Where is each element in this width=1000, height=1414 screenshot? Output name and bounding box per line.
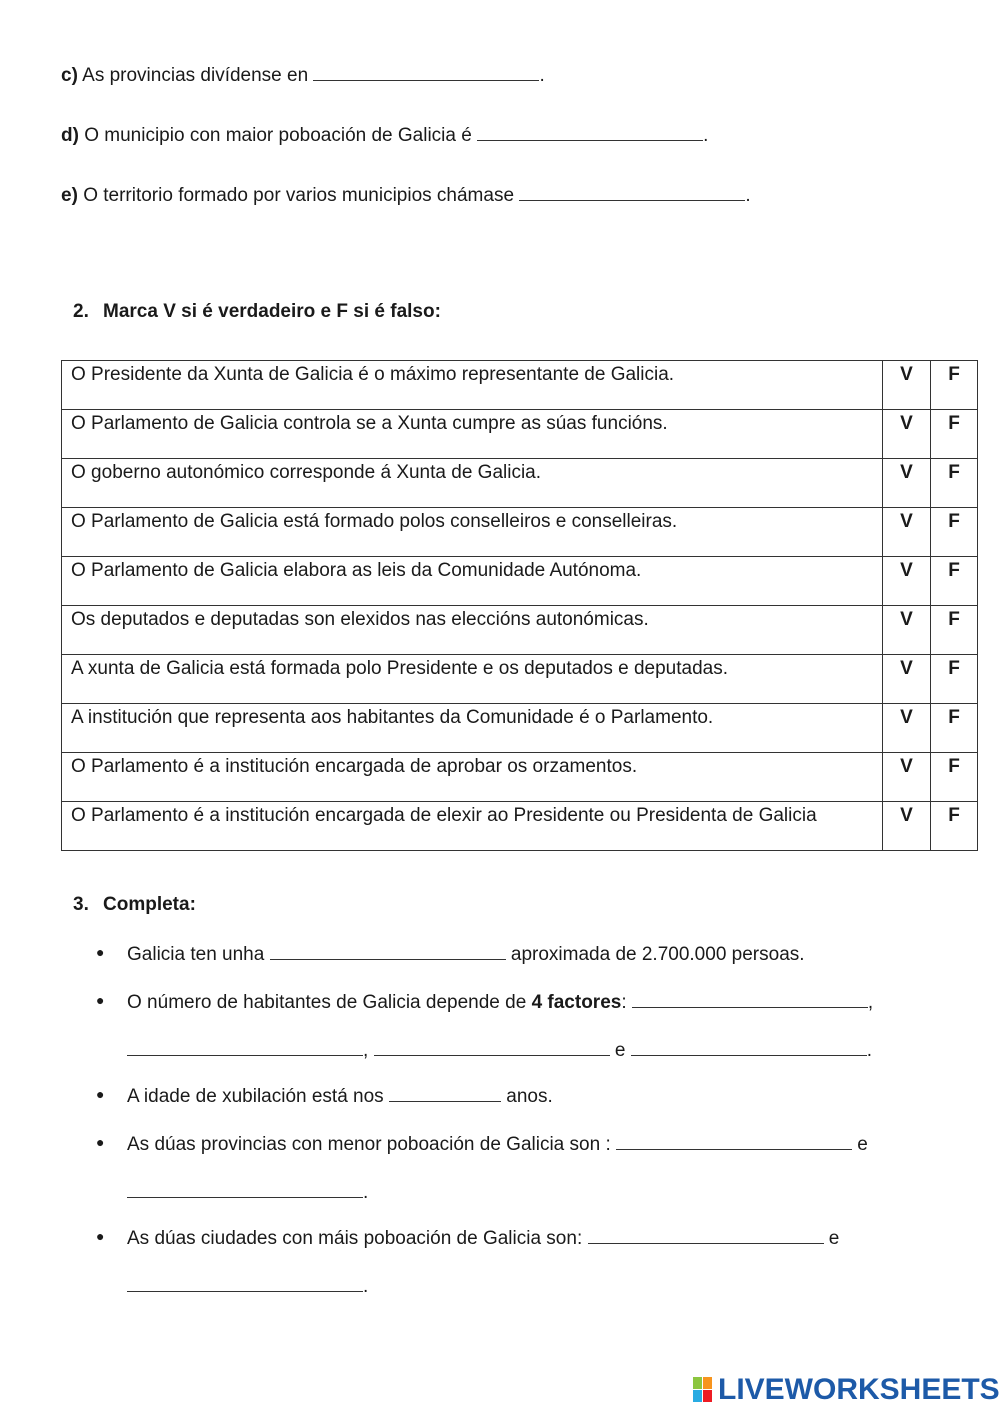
conjunction: e bbox=[828, 1228, 840, 1249]
item-text: As provincias divídense en bbox=[82, 65, 309, 86]
conjunction: e bbox=[857, 1134, 868, 1155]
period: . bbox=[363, 1276, 369, 1297]
item-text: As dúas ciudades con máis poboación de Galicia son: bbox=[127, 1228, 583, 1249]
statement-text: O goberno autonómico corresponde á Xunta de Galicia. bbox=[62, 459, 883, 508]
statement-text: O Parlamento é a institución encargada de aprobar os orzamentos. bbox=[62, 753, 883, 802]
period: . bbox=[866, 1040, 872, 1061]
item-text: aproximada de 2.700.000 persoas. bbox=[510, 944, 805, 965]
statement-text: O Parlamento de Galicia controla se a Xunta cumpre as súas funcións. bbox=[62, 410, 883, 459]
item-text: O número de habitantes de Galicia depende de bbox=[127, 992, 527, 1013]
answer-blank[interactable] bbox=[616, 1131, 852, 1150]
statement-text: A xunta de Galicia está formada polo Presidente e os deputados e deputadas. bbox=[62, 655, 883, 704]
completa-item-cities bbox=[127, 1225, 839, 1250]
bullet-icon: ● bbox=[96, 1134, 105, 1150]
table-row bbox=[62, 361, 978, 410]
true-option[interactable]: V bbox=[883, 655, 931, 704]
table-row bbox=[62, 459, 978, 508]
answer-blank[interactable] bbox=[389, 1083, 501, 1102]
table-row bbox=[62, 606, 978, 655]
table-row bbox=[62, 655, 978, 704]
answer-blank[interactable] bbox=[477, 122, 703, 141]
table-row bbox=[62, 753, 978, 802]
answer-blank[interactable] bbox=[632, 989, 868, 1008]
item-bold-text: 4 factores bbox=[531, 992, 622, 1013]
question-c bbox=[61, 62, 545, 87]
completa-item-factors-continued bbox=[127, 1037, 872, 1062]
table-row bbox=[62, 508, 978, 557]
true-option[interactable]: V bbox=[883, 361, 931, 410]
item-label: c) bbox=[61, 65, 78, 86]
bullet-icon: ● bbox=[96, 1086, 105, 1102]
item-label: e) bbox=[61, 185, 78, 206]
false-option[interactable]: F bbox=[931, 606, 978, 655]
conjunction: e bbox=[614, 1040, 626, 1061]
item-text: A idade de xubilación está nos bbox=[127, 1086, 384, 1107]
item-text: anos. bbox=[506, 1086, 553, 1107]
true-option[interactable]: V bbox=[883, 459, 931, 508]
question-d bbox=[61, 122, 708, 147]
bullet-icon: ● bbox=[96, 944, 105, 960]
answer-blank[interactable] bbox=[270, 941, 506, 960]
liveworksheets-logo-icon bbox=[693, 1377, 713, 1403]
period: . bbox=[703, 125, 709, 146]
section-2-heading bbox=[73, 301, 441, 323]
table-row bbox=[62, 557, 978, 606]
section-number: 2. bbox=[73, 301, 89, 322]
item-text: O territorio formado por varios municipios chámase bbox=[83, 185, 515, 206]
period: . bbox=[363, 1182, 369, 1203]
section-number: 3. bbox=[73, 894, 89, 915]
table-row bbox=[62, 704, 978, 753]
section-title: Completa: bbox=[103, 894, 196, 915]
statement-text: O Parlamento de Galicia elabora as leis da Comunidade Autónoma. bbox=[62, 557, 883, 606]
bullet-icon: ● bbox=[96, 992, 105, 1008]
answer-blank[interactable] bbox=[313, 62, 539, 81]
true-option[interactable]: V bbox=[883, 704, 931, 753]
statement-text: O Parlamento de Galicia está formado polos conselleiros e conselleiras. bbox=[62, 508, 883, 557]
answer-blank[interactable] bbox=[631, 1037, 867, 1056]
statement-text: A institución que representa aos habitantes da Comunidade é o Parlamento. bbox=[62, 704, 883, 753]
statement-text: O Parlamento é a institución encargada de elexir ao Presidente ou Presidenta de Galicia bbox=[62, 802, 883, 851]
false-option[interactable]: F bbox=[931, 655, 978, 704]
period: . bbox=[539, 65, 545, 86]
false-option[interactable]: F bbox=[931, 557, 978, 606]
answer-blank[interactable] bbox=[127, 1179, 363, 1198]
false-option[interactable]: F bbox=[931, 753, 978, 802]
false-option[interactable]: F bbox=[931, 410, 978, 459]
question-e bbox=[61, 182, 751, 207]
comma: , bbox=[867, 992, 874, 1013]
bullet-icon: ● bbox=[96, 1228, 105, 1244]
false-option[interactable]: F bbox=[931, 459, 978, 508]
completa-item-factors bbox=[127, 989, 873, 1014]
answer-blank[interactable] bbox=[127, 1037, 363, 1056]
true-option[interactable]: V bbox=[883, 753, 931, 802]
true-option[interactable]: V bbox=[883, 606, 931, 655]
logo-text: LIVEWORKSHEETS bbox=[718, 1373, 1000, 1406]
true-option[interactable]: V bbox=[883, 508, 931, 557]
completa-item-provinces bbox=[127, 1131, 868, 1156]
item-text: As dúas provincias con menor poboación de Galicia son : bbox=[127, 1134, 611, 1155]
true-option[interactable]: V bbox=[883, 802, 931, 851]
table-row bbox=[62, 802, 978, 851]
table-row bbox=[62, 410, 978, 459]
true-option[interactable]: V bbox=[883, 410, 931, 459]
item-text: Galicia ten unha bbox=[127, 944, 265, 965]
answer-blank[interactable] bbox=[588, 1225, 824, 1244]
true-false-table bbox=[61, 360, 978, 851]
false-option[interactable]: F bbox=[931, 508, 978, 557]
false-option[interactable]: F bbox=[931, 802, 978, 851]
false-option[interactable]: F bbox=[931, 704, 978, 753]
colon: : bbox=[621, 992, 627, 1013]
item-label: d) bbox=[61, 125, 79, 146]
answer-blank[interactable] bbox=[127, 1273, 363, 1292]
false-option[interactable]: F bbox=[931, 361, 978, 410]
section-3-heading bbox=[73, 894, 196, 916]
item-text: O municipio con maior poboación de Galicia é bbox=[84, 125, 472, 146]
statement-text: Os deputados e deputadas son elexidos nas eleccións autonómicas. bbox=[62, 606, 883, 655]
completa-item-provinces-continued bbox=[127, 1179, 368, 1204]
true-option[interactable]: V bbox=[883, 557, 931, 606]
completa-item-cities-continued bbox=[127, 1273, 368, 1298]
period: . bbox=[745, 185, 751, 206]
section-title: Marca V si é verdadeiro e F si é falso: bbox=[103, 301, 441, 322]
answer-blank[interactable] bbox=[374, 1037, 610, 1056]
completa-item-retirement bbox=[127, 1083, 553, 1108]
comma: , bbox=[363, 1040, 369, 1061]
statement-text: O Presidente da Xunta de Galicia é o máximo representante de Galicia. bbox=[62, 361, 883, 410]
completa-item-population bbox=[127, 941, 805, 966]
answer-blank[interactable] bbox=[519, 182, 745, 201]
